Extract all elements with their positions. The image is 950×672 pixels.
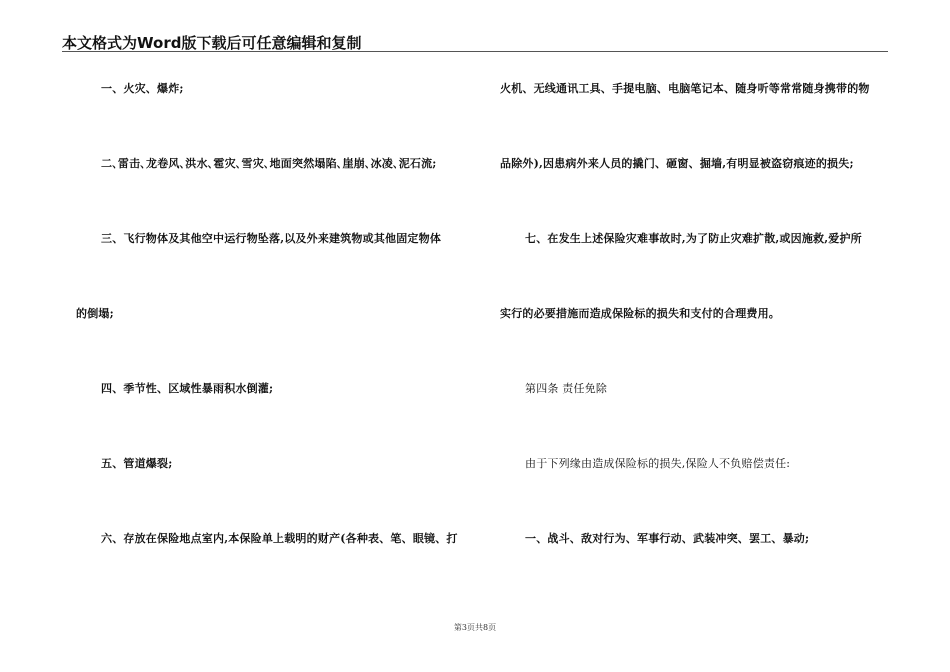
paragraph-line: 七、在发生上述保险灾难事故时,为了防止灾难扩散,或因施救,爱护所 <box>525 232 862 245</box>
paragraph-line: 由于下列缘由造成保险标的损失,保险人不负赔偿责任: <box>525 457 791 470</box>
page-number: 第3页共8页 <box>453 623 497 632</box>
document-header-title: 本文格式为Word版下载后可任意编辑和复制 <box>62 34 362 52</box>
paragraph-line: 四、季节性、区域性暴雨积水倒灌; <box>101 382 274 395</box>
header-divider <box>62 51 888 52</box>
paragraph-line: 一、战斗、敌对行为、军事行动、武装冲突、罢工、暴动; <box>525 532 810 545</box>
paragraph-line: 二､雷击､龙卷风､洪水､雹灾､雪灾､地面突然塌陷､崖崩､冰凌､泥石流; <box>101 157 437 170</box>
paragraph-line: 品除外),因患病外来人员的撬门、砸窗、掘墙,有明显被盗窃痕迹的损失; <box>500 157 854 170</box>
paragraph-line: 火机、无线通讯工具、手提电脑、电脑笔记本、随身听等常常随身携带的物 <box>500 82 870 95</box>
section-heading: 第四条 责任免除 <box>525 382 608 395</box>
paragraph-line: 六、存放在保险地点室内,本保险单上载明的财产(各种表、笔、眼镜、打 <box>101 532 458 545</box>
paragraph-line: 的倒塌; <box>76 307 114 320</box>
paragraph-line: 五、管道爆裂; <box>101 457 173 470</box>
paragraph-line: 三、飞行物体及其他空中运行物坠落,以及外来建筑物或其他固定物体 <box>101 232 442 245</box>
paragraph-line: 一、火灾、爆炸; <box>101 82 184 95</box>
paragraph-line: 实行的必要措施而造成保险标的损失和支付的合理费用。 <box>500 307 780 320</box>
